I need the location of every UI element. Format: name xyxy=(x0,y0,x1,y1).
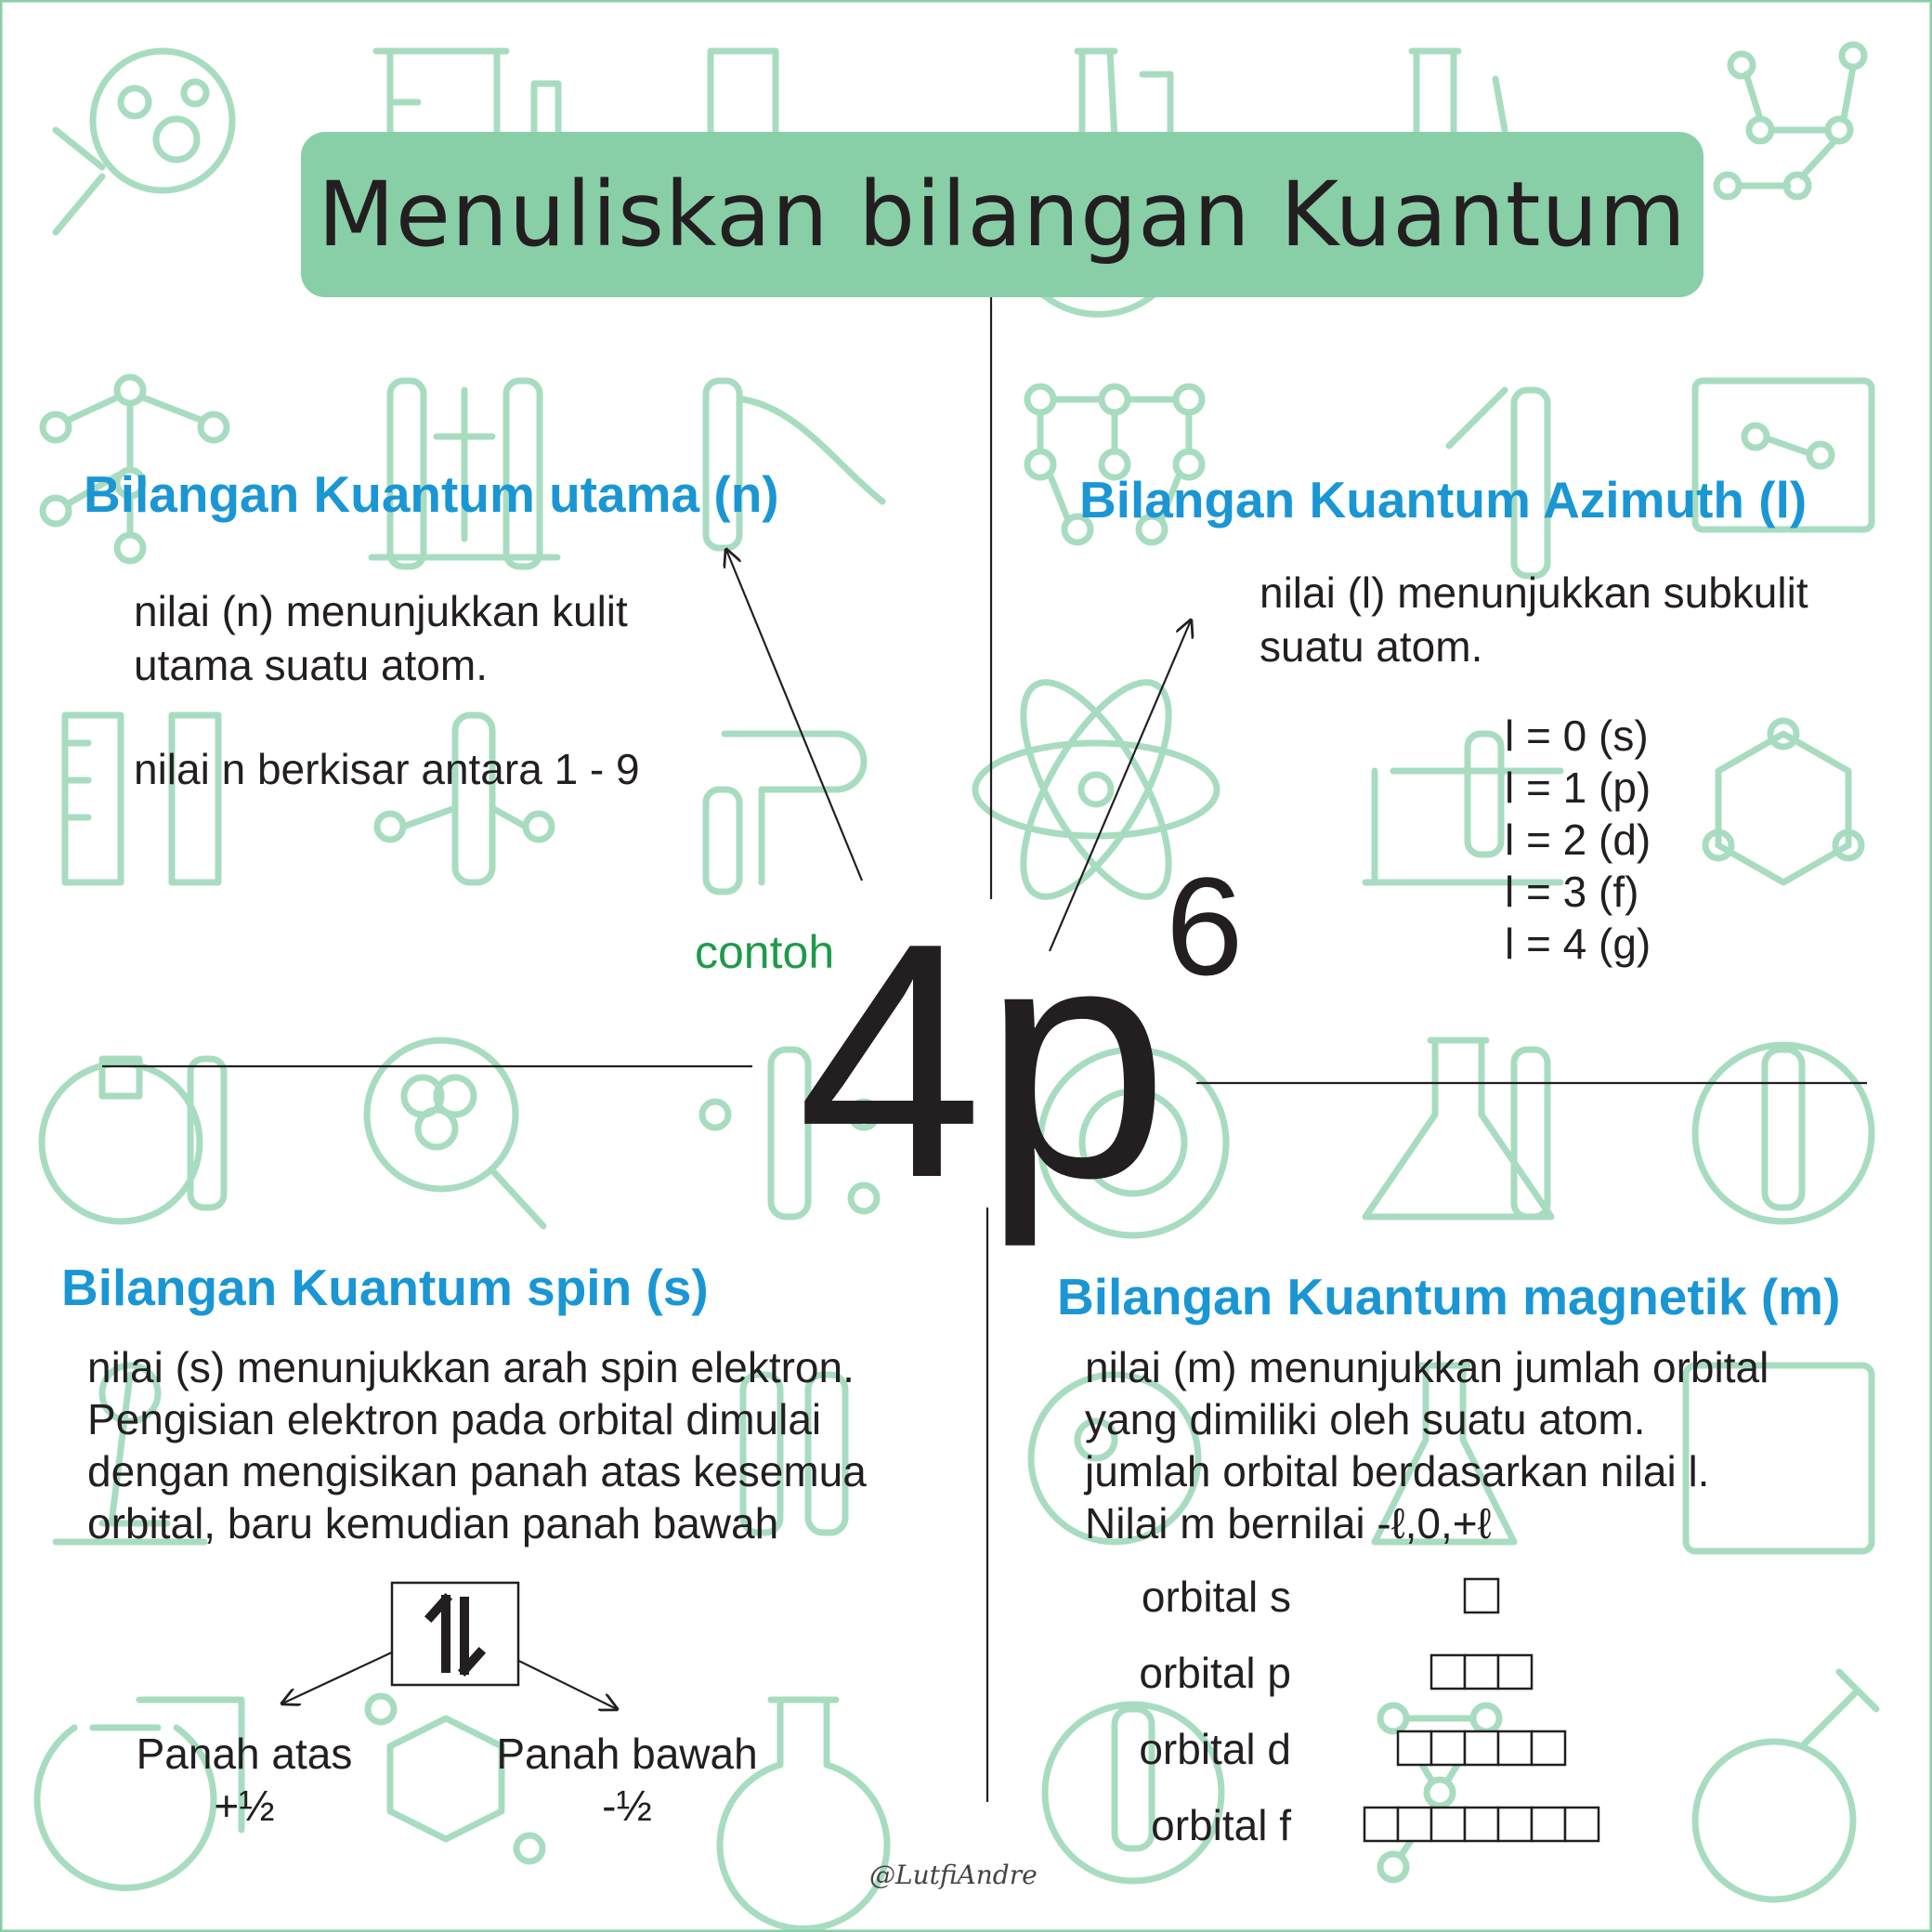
heading-s: Bilangan Kuantum spin (s) xyxy=(61,1259,709,1316)
heading-m: Bilangan Kuantum magnetik (m) xyxy=(1057,1268,1841,1325)
text-l-line-2: suatu atom. xyxy=(1260,622,1483,671)
orbital-box xyxy=(1498,1655,1532,1689)
spin-pair-box xyxy=(390,1581,520,1689)
orbital-boxes xyxy=(1300,1560,1635,1867)
orbital-box xyxy=(1532,1731,1565,1765)
l-value-3: l = 3 (f) xyxy=(1505,868,1639,916)
l-value-0: l = 0 (s) xyxy=(1505,711,1649,760)
heading-l: Bilangan Kuantum Azimuth (l) xyxy=(1079,471,1808,529)
page-title: Menuliskan bilangan Kuantum xyxy=(318,163,1687,267)
orbital-box xyxy=(1565,1808,1599,1841)
spin-down-value: -½ xyxy=(602,1782,652,1830)
orbital-box xyxy=(1498,1808,1532,1841)
example-superscript: 6 xyxy=(1166,848,1244,1004)
spin-up-value: +½ xyxy=(214,1782,275,1830)
text-n-line-1: nilai (n) menunjukkan kulit xyxy=(134,587,628,635)
text-m-line-2: yang dimiliki oleh suatu atom. xyxy=(1085,1395,1646,1443)
author-signature: @LutfiAndre xyxy=(869,1860,1038,1890)
arrow-to-n xyxy=(726,550,862,881)
orbital-box xyxy=(1398,1731,1431,1765)
example-configuration: 4p xyxy=(797,874,1169,1247)
text-n-line-2: utama suatu atom. xyxy=(134,641,488,689)
spin-down-label: Panah bawah xyxy=(496,1730,758,1778)
text-s-line-3: dengan mengisikan panah atas kesemua xyxy=(87,1447,867,1495)
orbital-label: orbital p xyxy=(1139,1649,1291,1697)
text-m-line-3: jumlah orbital berdasarkan nilai l. xyxy=(1085,1447,1710,1495)
text-m-line-1: nilai (m) menunjukkan jumlah orbital xyxy=(1085,1343,1769,1391)
text-s-line-1: nilai (s) menunjukkan arah spin elektron. xyxy=(87,1343,855,1391)
example-label: contoh xyxy=(695,926,835,978)
arrow-spin-up xyxy=(282,1651,394,1704)
orbital-box xyxy=(1465,1731,1498,1765)
l-value-1: l = 1 (p) xyxy=(1505,764,1651,812)
orbital-label: orbital s xyxy=(1141,1573,1291,1621)
orbital-box xyxy=(1398,1808,1431,1841)
orbital-box xyxy=(1498,1731,1532,1765)
l-value-4: l = 4 (g) xyxy=(1505,920,1651,968)
heading-n: Bilangan Kuantum utama (n) xyxy=(84,465,779,523)
l-value-2: l = 2 (d) xyxy=(1505,816,1651,864)
orbital-box xyxy=(1431,1731,1465,1765)
orbital-box xyxy=(1431,1655,1465,1689)
title-banner xyxy=(301,132,1704,297)
orbital-box xyxy=(1465,1808,1498,1841)
orbital-box xyxy=(1431,1808,1465,1841)
orbital-label: orbital d xyxy=(1139,1725,1291,1773)
orbital-box xyxy=(1364,1808,1398,1841)
text-s-line-2: Pengisian elektron pada orbital dimulai xyxy=(87,1395,822,1443)
orbital-box xyxy=(1465,1579,1498,1612)
spin-up-label: Panah atas xyxy=(136,1730,353,1778)
orbital-label: orbital f xyxy=(1151,1801,1291,1849)
orbital-box xyxy=(1532,1808,1565,1841)
text-s-line-4: orbital, baru kemudian panah bawah xyxy=(87,1499,779,1547)
text-n-line-3: nilai n berkisar antara 1 - 9 xyxy=(134,745,640,793)
text-m-line-4: Nilai m bernilai -ℓ,0,+ℓ xyxy=(1085,1499,1492,1547)
orbital-box xyxy=(1465,1655,1498,1689)
text-l-line-1: nilai (l) menunjukkan subkulit xyxy=(1260,568,1808,617)
